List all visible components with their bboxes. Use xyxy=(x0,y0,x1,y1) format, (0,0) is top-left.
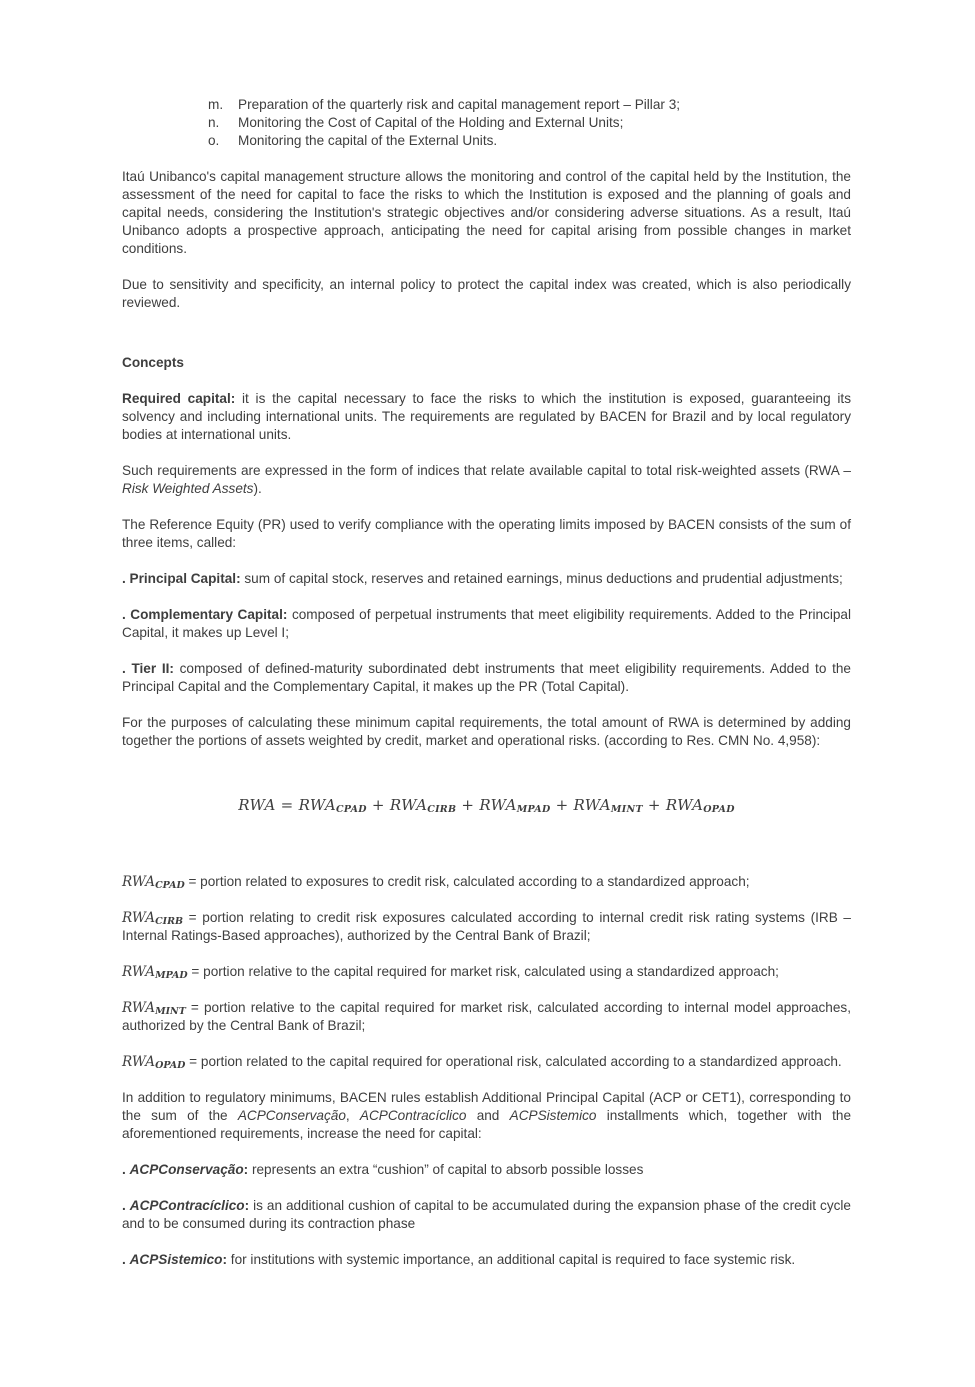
math-text-run: RWA xyxy=(238,796,276,814)
paragraph xyxy=(122,1053,851,1071)
text-run: Monitoring the Cost of Capital of the Holding and External Units; xyxy=(238,115,624,130)
math-text-run: OPAD xyxy=(703,804,735,815)
list-item xyxy=(208,132,851,150)
paragraph xyxy=(122,1197,851,1233)
paragraph xyxy=(122,999,851,1035)
text-run: Required capital: xyxy=(122,391,236,406)
text-run: = portion related to the capital required for operational risk, calculated according to a standardized approach. xyxy=(185,1054,842,1069)
text-run: for institutions with systemic importance, an additional capital is required to face systemic risk. xyxy=(227,1252,796,1267)
text-run: ACPSistemico xyxy=(509,1108,597,1123)
text-run: = portion related to exposures to credit risk, calculated according to a standardized approach; xyxy=(184,874,750,889)
list-item xyxy=(208,96,851,114)
math-text-run: CPAD xyxy=(335,804,367,815)
math-text-run: RWA xyxy=(479,796,517,814)
paragraph xyxy=(122,1161,851,1179)
text-run: Risk Weighted Assets xyxy=(122,481,254,496)
text-run: , xyxy=(345,1108,360,1123)
text-run: is an additional cushion of capital to be accumulated during the expansion phase of the credit cycle and to be consumed during its contraction phase xyxy=(122,1198,851,1231)
paragraph xyxy=(122,963,851,981)
list-item-text xyxy=(238,114,851,132)
text-run: The Reference Equity (PR) used to verify compliance with the operating limits imposed by BACEN consists of the sum of three items, called: xyxy=(122,517,851,550)
paragraph xyxy=(122,660,851,696)
document-content xyxy=(122,96,851,1269)
text-run: and xyxy=(466,1108,510,1123)
paragraph xyxy=(122,873,851,891)
paragraph xyxy=(122,606,851,642)
text-run: sum of capital stock, reserves and retained earnings, minus deductions and prudential adjustments; xyxy=(240,571,843,586)
math-text-run: MPAD xyxy=(516,804,551,815)
text-run: . xyxy=(122,1252,130,1267)
math-text-run: RWA xyxy=(573,796,611,814)
math-text-run: RWA xyxy=(122,874,156,890)
math-text-run: RWA xyxy=(122,964,156,980)
section-heading xyxy=(122,354,851,372)
math-text-run: MINT xyxy=(610,804,643,815)
text-run: In addition to regulatory minimums, BACEN rules establish Additional Principal Capital (ACP or CET1), corresponding to the sum of the xyxy=(122,1090,851,1123)
text-run: Monitoring the capital of the External Units. xyxy=(238,133,498,148)
text-run: represents an extra “cushion” of capital to absorb possible losses xyxy=(248,1162,644,1177)
math-text-run: MINT xyxy=(155,1006,186,1017)
math-text-run: CPAD xyxy=(155,880,185,891)
paragraph xyxy=(122,462,851,498)
text-run: it is the capital necessary to face the risks to which the institution is exposed, guaranteeing its solvency and including international units. The requirements are regulated by BACEN for Brazil and by local regulatory bodies at international units. xyxy=(122,391,851,442)
text-run: : xyxy=(222,1252,228,1267)
text-run: ACPContracíclico xyxy=(359,1108,467,1123)
math-text-run: + xyxy=(550,796,574,814)
math-text-run: + xyxy=(456,796,480,814)
text-run: ACPSistemico xyxy=(129,1252,223,1267)
rwa-formula xyxy=(122,796,851,815)
text-run: . Complementary Capital: xyxy=(122,607,288,622)
text-run: Preparation of the quarterly risk and capital management report – Pillar 3; xyxy=(238,97,681,112)
text-run: = portion relative to the capital required for market risk, calculated using a standardized approach; xyxy=(187,964,779,979)
text-run: : xyxy=(243,1162,249,1177)
text-run: ). xyxy=(253,481,262,496)
list-item-marker: n. xyxy=(208,115,220,130)
paragraph xyxy=(122,276,851,312)
list-item xyxy=(208,114,851,132)
text-run: ACPConservação xyxy=(237,1108,346,1123)
math-text-run: RWA xyxy=(122,1000,156,1016)
text-run: installments which, together with the aforementioned requirements, increase the need for capital: xyxy=(122,1108,852,1141)
text-run: Itaú Unibanco's capital management structure allows the monitoring and control of the capital held by the Institution, the assessment of the need for capital to face the risks to which the Institution is exposed and the planning of goals and capital needs, considering the Institution's strategic objectives and/or considering adverse situations. As a result, Itaú Unibanco adopts a prospective approach, anticipating the need for capital arising from possible changes in market conditions. xyxy=(122,169,851,256)
text-run: Such requirements are expressed in the form of indices that relate available capital to total risk-weighted assets (RWA – xyxy=(122,463,851,478)
math-text-run: MPAD xyxy=(155,970,188,981)
text-run: Concepts xyxy=(122,355,184,370)
list-item-marker: m. xyxy=(208,97,224,112)
paragraph xyxy=(122,516,851,552)
math-text-run: RWA xyxy=(122,1054,156,1070)
text-run: = portion relative to the capital required for market risk, calculated according to internal model approaches, authorized by the Central Bank of Brazil; xyxy=(122,1000,851,1033)
list-item-marker: o. xyxy=(208,133,220,148)
paragraph xyxy=(122,168,851,258)
list-item-text xyxy=(238,132,851,150)
text-run: For the purposes of calculating these minimum capital requirements, the total amount of RWA is determined by adding together the portions of assets weighted by credit, market and operational risks. (according to Res. CMN No. 4,958): xyxy=(122,715,851,748)
paragraph xyxy=(122,909,851,945)
text-run: ACPConservação xyxy=(129,1162,244,1177)
text-run: = portion relating to credit risk exposures calculated according to internal credit risk rating systems (IRB – Internal Ratings-Based approaches), authorized by the Central Bank of Brazil; xyxy=(122,910,851,943)
paragraph xyxy=(122,714,851,750)
math-text-run: CIRB xyxy=(155,916,183,927)
math-text-run: RWA xyxy=(298,796,336,814)
math-text-run: = xyxy=(275,796,299,814)
text-run: : xyxy=(244,1198,250,1213)
math-text-run: OPAD xyxy=(155,1060,186,1071)
text-run: composed of perpetual instruments that meet eligibility requirements. Added to the Principal Capital, it makes up Level I; xyxy=(122,607,852,640)
math-text-run: RWA xyxy=(389,796,428,814)
text-run: . xyxy=(122,1162,130,1177)
list-item-text xyxy=(238,96,851,114)
paragraph xyxy=(122,1089,851,1143)
paragraph xyxy=(122,390,851,444)
text-run: Due to sensitivity and specificity, an internal policy to protect the capital index was created, which is also periodically reviewed. xyxy=(122,277,851,310)
math-text-run: + xyxy=(642,796,666,814)
text-run: composed of defined-maturity subordinated debt instruments that meet eligibility requirements. Added to the Principal Capital and the Complementary Capital, it makes up the PR (Total Capital). xyxy=(122,661,851,694)
math-text-run: RWA xyxy=(122,910,156,926)
math-text-run: + xyxy=(366,796,390,814)
paragraph xyxy=(122,1251,851,1269)
text-run: . xyxy=(122,1198,130,1213)
math-text-run: RWA xyxy=(665,796,704,814)
text-run: . Principal Capital: xyxy=(122,571,241,586)
math-text-run: CIRB xyxy=(427,804,457,815)
text-run: . Tier II: xyxy=(122,661,174,676)
paragraph xyxy=(122,570,851,588)
text-run: ACPContracíclico xyxy=(129,1198,245,1213)
